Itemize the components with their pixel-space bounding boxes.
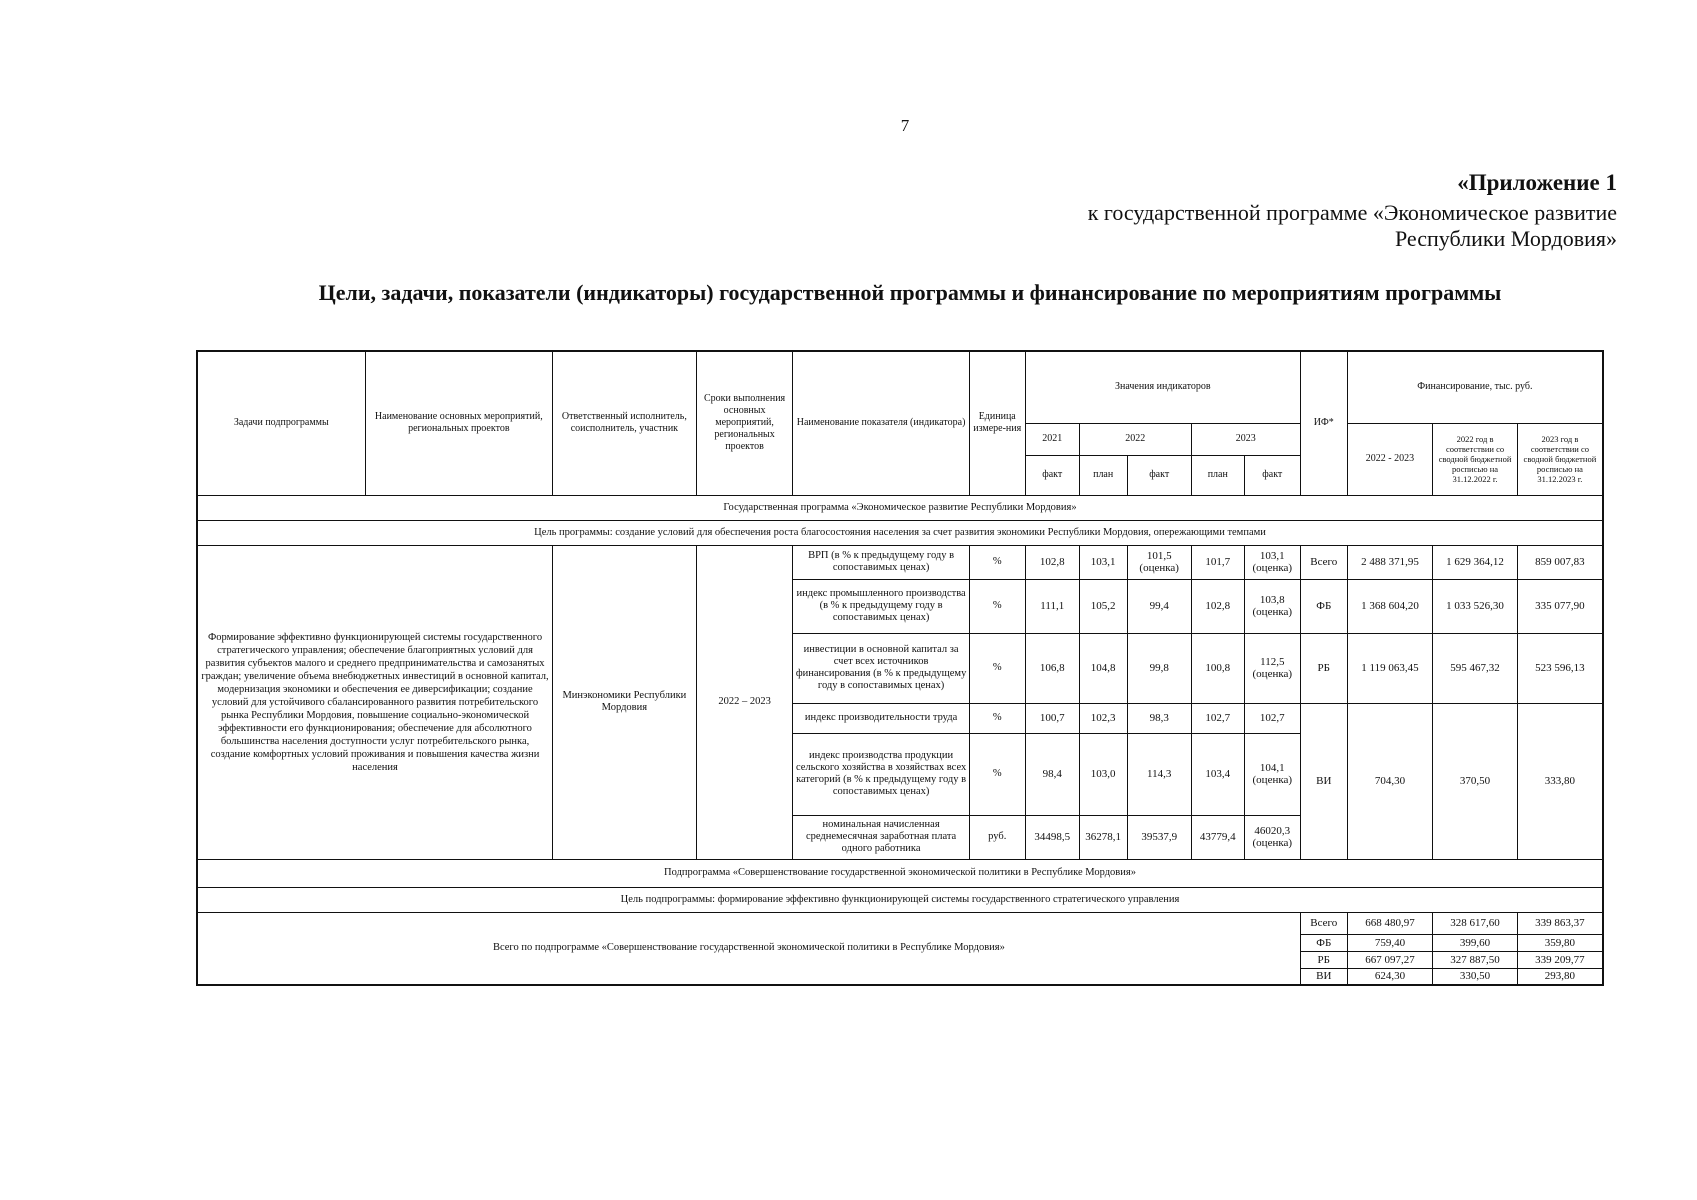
- indicator-name: ВРП (в % к предыдущему году в сопоставимых ценах): [793, 545, 969, 579]
- header-unit: Единица измере-ния: [969, 351, 1025, 495]
- header-terms: Сроки выполнения основных мероприятий, региональных проектов: [696, 351, 793, 495]
- if-cell: ВИ: [1300, 703, 1347, 859]
- fin-total: 667 097,27: [1347, 951, 1433, 968]
- executor-cell: Минэкономики Республики Мордовия: [553, 545, 697, 859]
- appendix-line-1: к государственной программе «Экономическое развитие: [1087, 200, 1617, 225]
- header-fin-total: 2022 - 2023: [1347, 423, 1433, 495]
- fin-2022: 1 033 526,30: [1433, 579, 1518, 633]
- value-fact-2022: 39537,9: [1127, 815, 1191, 859]
- header-financing: Финансирование, тыс. руб.: [1347, 351, 1603, 423]
- header-measures: Наименование основных мероприятий, региональных проектов: [365, 351, 552, 495]
- indicator-unit: %: [969, 579, 1025, 633]
- header-tasks: Задачи подпрограммы: [197, 351, 365, 495]
- subprogram-goal-row: Цель подпрограммы: формирование эффективно функционирующей системы государственного стратегического управления: [197, 887, 1603, 912]
- indicator-name: номинальная начисленная среднемесячная заработная плата одного работника: [793, 815, 969, 859]
- fin-2023: 339 863,37: [1517, 912, 1603, 934]
- indicator-name: индекс промышленного производства (в % к предыдущему году в сопоставимых ценах): [793, 579, 969, 633]
- indicator-name: инвестиции в основной капитал за счет всех источников финансирования (в % к предыдущему году в сопоставимых ценах): [793, 633, 969, 703]
- value-fact-2021: 98,4: [1025, 733, 1079, 815]
- value-fact-2022: 98,3: [1127, 703, 1191, 733]
- value-fact-2021: 100,7: [1025, 703, 1079, 733]
- indicator-unit: %: [969, 733, 1025, 815]
- program-goal-row: Цель программы: создание условий для обеспечения роста благосостояния населения за счет развития экономики Республики Мордовия, опережающими темпами: [197, 520, 1603, 545]
- tasks-cell: Формирование эффективно функционирующей системы государственного стратегического управления; обеспечение благоприятных условий для развития субъектов малого и среднего предпринимательства и самозанятых граждан; увеличение объема внебюджетных инвестиций в основной капитал, модернизация экономики и обеспечения ее диверсификации; создание условий для устойчивого сбалансированного развития потребительского рынка Республики Мордовия, повышение социально-экономической эффективности его функционирования; обеспечение для абсолютного большинства населения доступности услуг потребительского рынка, создание комфортных условий проживания и повышения качества жизни населения: [197, 545, 553, 859]
- appendix-title: «Приложение 1: [1457, 170, 1617, 195]
- if-cell: РБ: [1300, 951, 1347, 968]
- fin-total: 668 480,97: [1347, 912, 1433, 934]
- value-plan-2022: 103,0: [1079, 733, 1127, 815]
- value-fact-2023: 103,8 (оценка): [1244, 579, 1300, 633]
- if-cell: Всего: [1300, 545, 1347, 579]
- header-year-2021: 2021: [1025, 423, 1079, 455]
- table-row: [197, 912, 1603, 934]
- value-plan-2023: 102,8: [1191, 579, 1244, 633]
- fin-total: 1 368 604,20: [1347, 579, 1433, 633]
- value-fact-2023: 102,7: [1244, 703, 1300, 733]
- header-fact-2023: факт: [1244, 455, 1300, 495]
- value-fact-2022: 99,8: [1127, 633, 1191, 703]
- state-program-row: Государственная программа «Экономическое развитие Республики Мордовия»: [197, 495, 1603, 520]
- value-plan-2023: 100,8: [1191, 633, 1244, 703]
- indicators-table: [196, 350, 1604, 986]
- value-fact-2022: 99,4: [1127, 579, 1191, 633]
- fin-2023: 359,80: [1517, 934, 1603, 951]
- fin-total: 759,40: [1347, 934, 1433, 951]
- indicator-name: индекс производства продукции сельского хозяйства в хозяйствах всех категорий (в % к предыдущему году в сопоставимых ценах): [793, 733, 969, 815]
- table-row: [197, 545, 1603, 579]
- if-cell: РБ: [1300, 633, 1347, 703]
- value-fact-2021: 106,8: [1025, 633, 1079, 703]
- value-fact-2021: 111,1: [1025, 579, 1079, 633]
- header-fin-2023: 2023 год в соответствии со сводной бюджетной росписью на 31.12.2023 г.: [1517, 423, 1603, 495]
- header-if: ИФ*: [1300, 351, 1347, 495]
- value-plan-2023: 101,7: [1191, 545, 1244, 579]
- terms-cell: 2022 – 2023: [696, 545, 793, 859]
- indicator-name: индекс производительности труда: [793, 703, 969, 733]
- header-executor: Ответственный исполнитель, соисполнитель, участник: [553, 351, 697, 495]
- fin-2023: 335 077,90: [1517, 579, 1603, 633]
- indicator-unit: %: [969, 703, 1025, 733]
- header-indicator-values: Значения индикаторов: [1025, 351, 1300, 423]
- value-fact-2021: 34498,5: [1025, 815, 1079, 859]
- value-fact-2023: 103,1 (оценка): [1244, 545, 1300, 579]
- header-year-2022: 2022: [1079, 423, 1191, 455]
- indicator-unit: %: [969, 633, 1025, 703]
- fin-total: 2 488 371,95: [1347, 545, 1433, 579]
- subprogram-total-label: Всего по подпрограмме «Совершенствование государственной экономической политики в Республике Мордовия»: [197, 912, 1300, 985]
- value-fact-2023: 112,5 (оценка): [1244, 633, 1300, 703]
- if-cell: ФБ: [1300, 579, 1347, 633]
- appendix-block: [1088, 170, 1617, 252]
- fin-2023: 333,80: [1517, 703, 1603, 859]
- fin-2022: 330,50: [1433, 968, 1518, 985]
- value-plan-2022: 105,2: [1079, 579, 1127, 633]
- value-plan-2022: 104,8: [1079, 633, 1127, 703]
- header-year-2023: 2023: [1191, 423, 1300, 455]
- fin-2023: 523 596,13: [1517, 633, 1603, 703]
- header-fact-2022: факт: [1127, 455, 1191, 495]
- header-plan-2023: план: [1191, 455, 1244, 495]
- fin-2022: 370,50: [1433, 703, 1518, 859]
- if-cell: ФБ: [1300, 934, 1347, 951]
- value-plan-2023: 103,4: [1191, 733, 1244, 815]
- fin-2023: 859 007,83: [1517, 545, 1603, 579]
- indicator-unit: %: [969, 545, 1025, 579]
- header-fin-2022: 2022 год в соответствии со сводной бюджетной росписью на 31.12.2022 г.: [1433, 423, 1518, 495]
- fin-2022: 328 617,60: [1433, 912, 1518, 934]
- value-plan-2022: 102,3: [1079, 703, 1127, 733]
- appendix-line-2: Республики Мордовия»: [1394, 226, 1617, 251]
- fin-total: 1 119 063,45: [1347, 633, 1433, 703]
- fin-2023: 339 209,77: [1517, 951, 1603, 968]
- header-indicator-name: Наименование показателя (индикатора): [793, 351, 969, 495]
- value-plan-2023: 102,7: [1191, 703, 1244, 733]
- value-plan-2023: 43779,4: [1191, 815, 1244, 859]
- value-plan-2022: 103,1: [1079, 545, 1127, 579]
- fin-total: 704,30: [1347, 703, 1433, 859]
- value-fact-2023: 104,1 (оценка): [1244, 733, 1300, 815]
- fin-2022: 1 629 364,12: [1433, 545, 1518, 579]
- fin-2022: 595 467,32: [1433, 633, 1518, 703]
- if-cell: ВИ: [1300, 968, 1347, 985]
- value-fact-2022: 101,5 (оценка): [1127, 545, 1191, 579]
- subprogram-row: Подпрограмма «Совершенствование государственной экономической политики в Республике Мордовия»: [197, 859, 1603, 887]
- value-plan-2022: 36278,1: [1079, 815, 1127, 859]
- header-fact-2021: факт: [1025, 455, 1079, 495]
- document-title: Цели, задачи, показатели (индикаторы) государственной программы и финансирование по мероприятиям программы: [318, 280, 1502, 305]
- page-number: 7: [900, 116, 910, 135]
- indicator-unit: руб.: [969, 815, 1025, 859]
- fin-2022: 327 887,50: [1433, 951, 1518, 968]
- header-plan-2022: план: [1079, 455, 1127, 495]
- value-fact-2023: 46020,3 (оценка): [1244, 815, 1300, 859]
- value-fact-2021: 102,8: [1025, 545, 1079, 579]
- if-cell: Всего: [1300, 912, 1347, 934]
- value-fact-2022: 114,3: [1127, 733, 1191, 815]
- fin-2023: 293,80: [1517, 968, 1603, 985]
- fin-total: 624,30: [1347, 968, 1433, 985]
- fin-2022: 399,60: [1433, 934, 1518, 951]
